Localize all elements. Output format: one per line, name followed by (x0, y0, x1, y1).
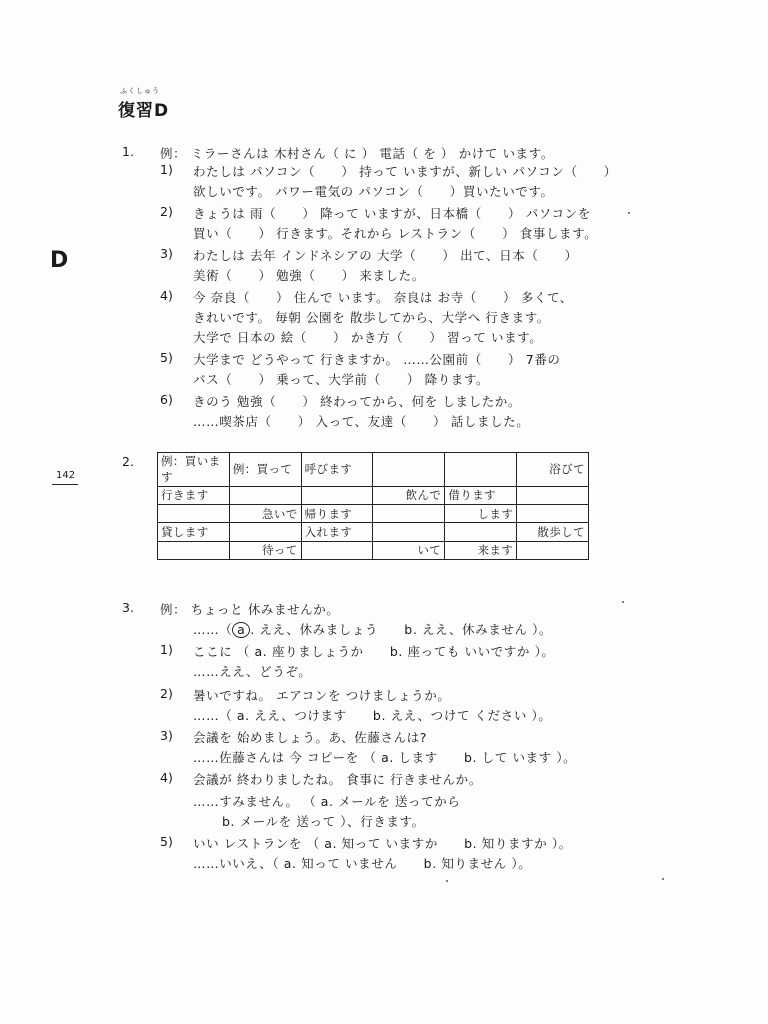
s1-item2-line1: きょうは 雨（ ） 降って いますが、日本橋（ ） パソコンを (193, 206, 591, 221)
table-cell: 入れます (301, 523, 373, 541)
circled-answer: a (232, 622, 250, 638)
example-answer-prefix: ……（ (193, 622, 233, 637)
s1-item4-num: 4) (160, 288, 173, 303)
table-row (158, 486, 589, 504)
s1-item3-num: 3) (160, 246, 173, 261)
table-cell: 呼びます (301, 453, 373, 487)
s1-item1-num: 1) (160, 162, 173, 177)
s1-item3-line1: わたしは 去年 インドネシアの 大学（ ） 出て、日本（ ） (193, 248, 578, 263)
scan-speck (622, 601, 624, 603)
table-cell: 行きます (158, 486, 230, 504)
page-number: 142 (56, 470, 76, 481)
scan-speck (446, 880, 448, 882)
table-cell: 来ます (445, 541, 517, 559)
table-cell (517, 541, 589, 559)
table-cell: 貸します (158, 523, 230, 541)
s1-item3-line2: 美術（ ） 勉強（ ） 来ました。 (193, 268, 425, 283)
s3-item5-line2: ……いいえ、（ a. 知って いません b. 知りません ）。 (193, 856, 532, 871)
example-answer-rest: . ええ、休みましょう b. ええ、休みません ）。 (250, 622, 553, 637)
table-cell (229, 523, 301, 541)
page-number-rule (52, 484, 78, 485)
scan-speck (628, 212, 630, 214)
s1-item2-line2: 買い（ ） 行きます。それから レストラン（ ） 食事します。 (193, 226, 598, 241)
s3-item3-num: 3) (160, 728, 173, 743)
table-row (158, 523, 589, 541)
s3-item3-line2: ……佐藤さんは 今 コピーを （ a. します b. して います ）。 (193, 750, 577, 765)
section3-example-question: 例： ちょっと 休みませんか。 (160, 602, 340, 617)
s1-item6-line2: ……喫茶店（ ） 入って、友達（ ） 話しました。 (193, 414, 530, 429)
s1-item4-line2: きれいです。 毎朝 公園を 散歩してから、大学へ 行きます。 (193, 310, 550, 325)
table-cell (517, 504, 589, 522)
s3-item4-line2: ……すみません。 （ a. メールを 送ってから (193, 794, 461, 809)
section3-example-answer (193, 620, 552, 638)
section1-number: 1. (122, 144, 134, 159)
table-cell (517, 486, 589, 504)
s1-item6-line1: きのう 勉強（ ） 終わってから、何を しましたか。 (193, 394, 521, 409)
table-cell: いて (373, 541, 445, 559)
s1-item2-num: 2) (160, 204, 173, 219)
table-row (158, 504, 589, 522)
table-cell: 飲んで (373, 486, 445, 504)
table-cell (373, 523, 445, 541)
table-cell: します (445, 504, 517, 522)
table-cell (158, 541, 230, 559)
s3-item1-line2: ……ええ、どうぞ。 (193, 664, 312, 679)
s3-item2-num: 2) (160, 686, 173, 701)
s3-item1-line1: ここに （ a. 座りましょうか b. 座っても いいですか ）。 (193, 644, 555, 659)
table-cell (301, 486, 373, 504)
s3-item2-line1: 暑いですね。 エアコンを つけましょうか。 (193, 688, 451, 703)
s1-item5-line1: 大学まで どうやって 行きますか。 ……公園前（ ） 7番の (193, 352, 561, 367)
table-cell: 帰ります (301, 504, 373, 522)
s1-item4-line1: 今 奈良（ ） 住んで います。 奈良は お寺（ ） 多くて、 (193, 290, 573, 305)
table-cell: 散歩して (517, 523, 589, 541)
table-cell (445, 453, 517, 487)
s1-item6-num: 6) (160, 392, 173, 407)
table-cell (301, 541, 373, 559)
s1-item4-line3: 大学で 日本の 絵（ ） かき方（ ） 習って います。 (193, 330, 543, 345)
table-cell (229, 486, 301, 504)
table-cell: 待って (229, 541, 301, 559)
scan-speck (662, 878, 664, 880)
s1-item5-line2: バス（ ） 乗って、大学前（ ） 降ります。 (193, 372, 490, 387)
table-cell: 借ります (445, 486, 517, 504)
page-title: 復習D (118, 101, 170, 121)
table-cell: 急いで (229, 504, 301, 522)
table-row (158, 541, 589, 559)
table-cell (158, 504, 230, 522)
s3-item1-num: 1) (160, 642, 173, 657)
section3-number: 3. (122, 600, 134, 615)
s3-item2-line2: ……（ a. ええ、つけます b. ええ、つけて ください ）。 (193, 708, 552, 723)
s1-item1-line1: わたしは パソコン（ ） 持って いますが、新しい パソコン（ ） (193, 164, 617, 179)
s3-item3-line1: 会議を 始めましょう。あ、佐藤さんは? (193, 730, 428, 745)
conjugation-table (157, 452, 589, 560)
table-cell: 例：買って (229, 453, 301, 487)
table-cell (373, 504, 445, 522)
section2-number: 2. (122, 454, 134, 469)
title-ruby: ふくしゅう (120, 87, 160, 95)
table-cell (373, 453, 445, 487)
side-tab-letter: D (50, 248, 69, 273)
s3-item5-line1: いい レストランを （ a. 知って いますか b. 知りますか ）。 (193, 836, 572, 851)
s3-item4-line3: b. メールを 送って ）、行きます。 (222, 814, 425, 829)
s3-item5-num: 5) (160, 834, 173, 849)
table-cell: 浴びて (517, 453, 589, 487)
s1-item1-line2: 欲しいです。 パワー電気の パソコン（ ）買いたいです。 (193, 184, 554, 199)
table-row (158, 453, 589, 487)
s3-item4-num: 4) (160, 770, 173, 785)
section1-example: 例： ミラーさんは 木村さん（ に ） 電話（ を ） かけて います。 (160, 146, 554, 161)
s1-item5-num: 5) (160, 350, 173, 365)
table-cell (445, 523, 517, 541)
s3-item4-line1: 会議が 終わりましたね。 食事に 行きませんか。 (193, 772, 482, 787)
table-cell: 例：買います (158, 453, 230, 487)
